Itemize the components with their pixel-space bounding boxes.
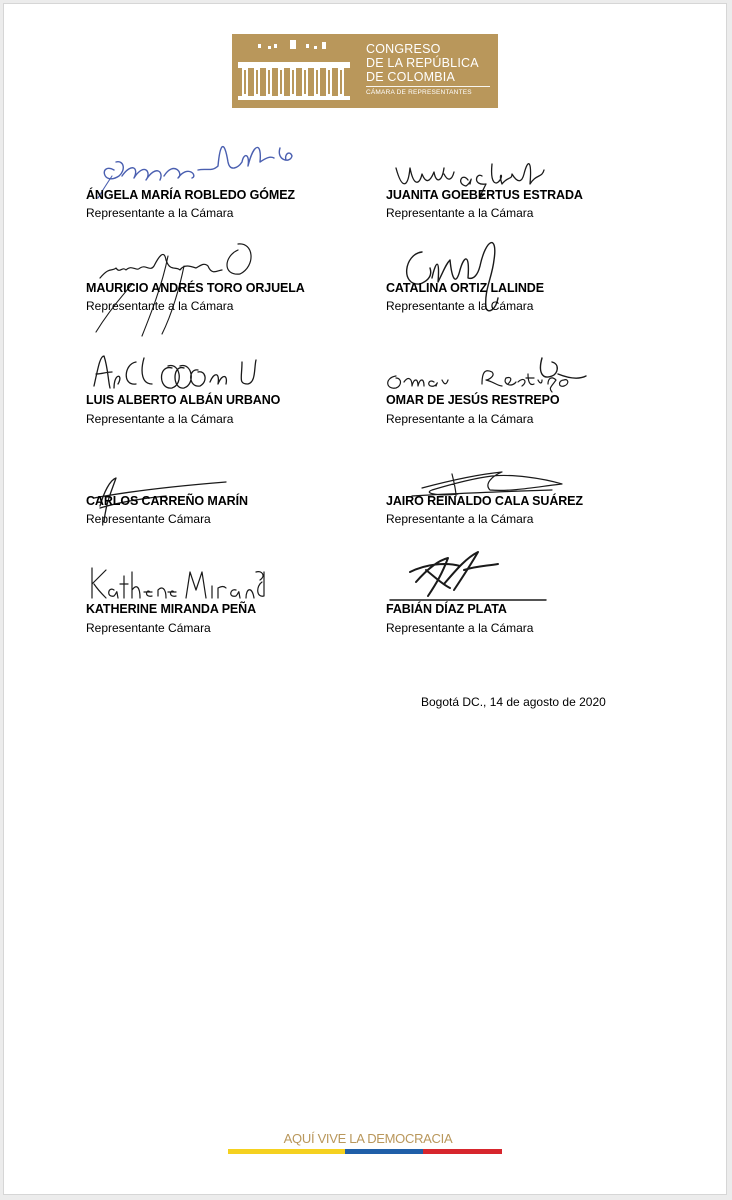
- signatory-name: ÁNGELA MARÍA ROBLEDO GÓMEZ: [86, 188, 295, 202]
- signatory-name: CATALINA ORTIZ LALINDE: [386, 281, 544, 295]
- logo-line-1: CONGRESO: [366, 42, 441, 56]
- logo-subtitle: CÁMARA DE REPRESENTANTES: [366, 89, 472, 96]
- signatory-name: JUANITA GOEBERTUS ESTRADA: [386, 188, 583, 202]
- logo-line-3: DE COLOMBIA: [366, 70, 456, 84]
- congreso-logo: [232, 34, 498, 108]
- signatory-role: Representante Cámara: [86, 621, 211, 635]
- signature-miranda: [86, 562, 266, 606]
- capitol-building-icon: [234, 36, 354, 106]
- signature-alban: [88, 348, 263, 396]
- signatory-role: Representante Cámara: [86, 512, 211, 526]
- signatory-name: LUIS ALBERTO ALBÁN URBANO: [86, 393, 281, 407]
- document-page: [3, 3, 727, 1195]
- signature-diaz: [386, 544, 551, 608]
- signatory-name: KATHERINE MIRANDA PEÑA: [86, 602, 257, 616]
- signatory-role: Representante a la Cámara: [386, 299, 534, 313]
- signatory-name: CARLOS CARREÑO MARÍN: [86, 494, 248, 508]
- signatory-role: Representante a la Cámara: [86, 299, 234, 313]
- flag-bar-red: [423, 1149, 502, 1154]
- footer-motto: AQUÍ VIVE LA DEMOCRACIA: [283, 1131, 453, 1146]
- signatory-name: FABIÁN DÍAZ PLATA: [386, 602, 507, 616]
- date-line: Bogotá DC., 14 de agosto de 2020: [421, 695, 606, 709]
- logo-line-2: DE LA REPÚBLICA: [366, 56, 479, 70]
- signatory-name: OMAR DE JESÚS RESTREPO: [386, 393, 560, 407]
- signatory-name: JAIRO REINALDO CALA SUÁREZ: [386, 494, 583, 508]
- flag-bar-yellow: [228, 1149, 345, 1154]
- signatory-role: Representante a la Cámara: [386, 206, 534, 220]
- logo-divider: [366, 86, 490, 87]
- signature-restrepo: [382, 354, 592, 396]
- signatory-role: Representante a la Cámara: [386, 512, 534, 526]
- signatory-role: Representante a la Cámara: [86, 412, 234, 426]
- flag-bar-blue: [345, 1149, 423, 1154]
- signatory-role: Representante a la Cámara: [86, 206, 234, 220]
- signatory-role: Representante a la Cámara: [386, 412, 534, 426]
- signatory-name: MAURICIO ANDRÉS TORO ORJUELA: [86, 281, 305, 295]
- logo-text: [366, 42, 494, 97]
- signatory-role: Representante a la Cámara: [386, 621, 534, 635]
